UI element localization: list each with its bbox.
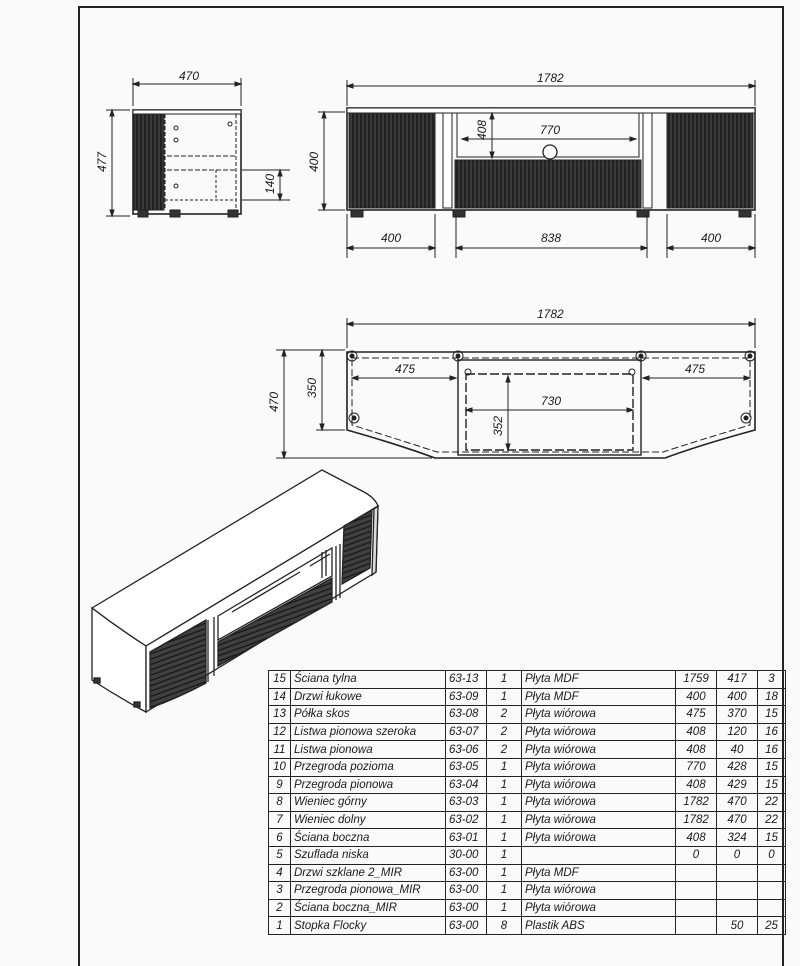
- part-width-cell: 470: [717, 794, 758, 812]
- table-row: [269, 899, 786, 917]
- part-code-cell: 63-00: [446, 864, 487, 882]
- part-thickness-cell: 15: [758, 829, 786, 847]
- part-material-cell: Płyta wiórowa: [522, 899, 676, 917]
- parts-list-table: [268, 670, 786, 935]
- part-number-cell: 10: [269, 758, 291, 776]
- part-code-cell: 63-03: [446, 794, 487, 812]
- part-name-cell: Stopka Flocky: [291, 917, 446, 935]
- dim-plan-right-width: 475: [685, 362, 706, 376]
- part-code-cell: 63-00: [446, 882, 487, 900]
- part-thickness-cell: 22: [758, 811, 786, 829]
- part-material-cell: Płyta MDF: [522, 864, 676, 882]
- part-number-cell: 4: [269, 864, 291, 882]
- part-width-cell: 0: [717, 846, 758, 864]
- dim-plan-center-depth: 352: [491, 415, 505, 436]
- part-quantity-cell: 2: [487, 723, 522, 741]
- dim-plan-depth-total: 470: [267, 391, 281, 412]
- part-length-cell: 408: [676, 776, 717, 794]
- part-number-cell: 3: [269, 882, 291, 900]
- table-row: [269, 776, 786, 794]
- part-length-cell: 770: [676, 758, 717, 776]
- part-code-cell: 63-07: [446, 723, 487, 741]
- part-name-cell: Przegroda pionowa: [291, 776, 446, 794]
- dim-plan-center-width: 730: [541, 394, 562, 408]
- part-quantity-cell: 1: [487, 829, 522, 847]
- part-thickness-cell: 22: [758, 794, 786, 812]
- part-material-cell: Płyta wiórowa: [522, 758, 676, 776]
- part-length-cell: [676, 864, 717, 882]
- part-number-cell: 9: [269, 776, 291, 794]
- table-row: [269, 882, 786, 900]
- part-material-cell: Plastik ABS: [522, 917, 676, 935]
- table-row: [269, 688, 786, 706]
- part-code-cell: 63-00: [446, 899, 487, 917]
- part-thickness-cell: 15: [758, 706, 786, 724]
- part-thickness-cell: 15: [758, 776, 786, 794]
- table-row: [269, 829, 786, 847]
- part-code-cell: 30-00: [446, 846, 487, 864]
- part-number-cell: 6: [269, 829, 291, 847]
- part-number-cell: 13: [269, 706, 291, 724]
- part-width-cell: [717, 864, 758, 882]
- part-material-cell: Płyta wiórowa: [522, 829, 676, 847]
- table-row: [269, 758, 786, 776]
- part-length-cell: 408: [676, 741, 717, 759]
- part-code-cell: 63-13: [446, 671, 487, 689]
- part-quantity-cell: 1: [487, 794, 522, 812]
- part-number-cell: 12: [269, 723, 291, 741]
- part-code-cell: 63-06: [446, 741, 487, 759]
- part-quantity-cell: 1: [487, 811, 522, 829]
- table-row: [269, 741, 786, 759]
- part-code-cell: 63-00: [446, 917, 487, 935]
- table-row: [269, 671, 786, 689]
- dim-front-width: 1782: [537, 71, 564, 85]
- side-view: [106, 78, 290, 217]
- part-width-cell: 50: [717, 917, 758, 935]
- part-name-cell: Wieniec górny: [291, 794, 446, 812]
- part-name-cell: Przegroda pionowa_MIR: [291, 882, 446, 900]
- part-code-cell: 63-01: [446, 829, 487, 847]
- part-thickness-cell: 18: [758, 688, 786, 706]
- part-material-cell: Płyta MDF: [522, 671, 676, 689]
- dim-plan-width: 1782: [537, 307, 564, 321]
- part-length-cell: 400: [676, 688, 717, 706]
- part-length-cell: 1782: [676, 811, 717, 829]
- dim-plan-left-width: 475: [395, 362, 416, 376]
- part-name-cell: Ściana boczna_MIR: [291, 899, 446, 917]
- part-width-cell: 324: [717, 829, 758, 847]
- part-name-cell: Drzwi szklane 2_MIR: [291, 864, 446, 882]
- part-material-cell: Płyta wiórowa: [522, 794, 676, 812]
- part-number-cell: 11: [269, 741, 291, 759]
- dim-shelf-height: 140: [263, 173, 277, 194]
- dim-plan-depth-side: 350: [305, 377, 319, 398]
- part-name-cell: Przegroda pozioma: [291, 758, 446, 776]
- part-thickness-cell: 0: [758, 846, 786, 864]
- part-number-cell: 15: [269, 671, 291, 689]
- part-thickness-cell: 16: [758, 741, 786, 759]
- part-material-cell: Płyta wiórowa: [522, 811, 676, 829]
- part-material-cell: Płyta wiórowa: [522, 741, 676, 759]
- part-length-cell: [676, 917, 717, 935]
- part-name-cell: Półka skos: [291, 706, 446, 724]
- part-thickness-cell: [758, 864, 786, 882]
- part-length-cell: [676, 899, 717, 917]
- part-width-cell: 470: [717, 811, 758, 829]
- part-width-cell: 370: [717, 706, 758, 724]
- part-quantity-cell: 1: [487, 758, 522, 776]
- part-name-cell: Listwa pionowa: [291, 741, 446, 759]
- part-width-cell: [717, 899, 758, 917]
- part-width-cell: 400: [717, 688, 758, 706]
- part-length-cell: 475: [676, 706, 717, 724]
- part-quantity-cell: 8: [487, 917, 522, 935]
- part-quantity-cell: 2: [487, 741, 522, 759]
- part-thickness-cell: 3: [758, 671, 786, 689]
- dim-side-height: 477: [95, 151, 109, 172]
- plan-view: [276, 318, 755, 458]
- part-length-cell: 408: [676, 723, 717, 741]
- part-width-cell: 428: [717, 758, 758, 776]
- part-name-cell: Drzwi łukowe: [291, 688, 446, 706]
- part-number-cell: 8: [269, 794, 291, 812]
- dim-door-left-width: 400: [381, 231, 402, 245]
- table-row: [269, 846, 786, 864]
- parts-list-body: [269, 671, 786, 935]
- part-thickness-cell: [758, 899, 786, 917]
- part-code-cell: 63-04: [446, 776, 487, 794]
- part-number-cell: 2: [269, 899, 291, 917]
- table-row: [269, 794, 786, 812]
- part-quantity-cell: 1: [487, 899, 522, 917]
- part-code-cell: 63-02: [446, 811, 487, 829]
- part-material-cell: Płyta wiórowa: [522, 882, 676, 900]
- dim-door-right-width: 400: [701, 231, 722, 245]
- part-quantity-cell: 1: [487, 671, 522, 689]
- part-width-cell: 40: [717, 741, 758, 759]
- part-name-cell: Ściana boczna: [291, 829, 446, 847]
- part-code-cell: 63-09: [446, 688, 487, 706]
- dim-niche-width: 770: [540, 123, 561, 137]
- part-quantity-cell: 1: [487, 776, 522, 794]
- part-name-cell: Szuflada niska: [291, 846, 446, 864]
- part-length-cell: 1759: [676, 671, 717, 689]
- part-width-cell: 417: [717, 671, 758, 689]
- part-material-cell: Płyta wiórowa: [522, 776, 676, 794]
- part-length-cell: 1782: [676, 794, 717, 812]
- part-quantity-cell: 1: [487, 864, 522, 882]
- table-row: [269, 811, 786, 829]
- part-width-cell: 120: [717, 723, 758, 741]
- part-number-cell: 5: [269, 846, 291, 864]
- part-thickness-cell: 15: [758, 758, 786, 776]
- part-width-cell: [717, 882, 758, 900]
- part-quantity-cell: 2: [487, 706, 522, 724]
- part-material-cell: Płyta MDF: [522, 688, 676, 706]
- part-length-cell: 408: [676, 829, 717, 847]
- table-row: [269, 706, 786, 724]
- part-name-cell: Ściana tylna: [291, 671, 446, 689]
- part-quantity-cell: 1: [487, 688, 522, 706]
- part-material-cell: Płyta wiórowa: [522, 706, 676, 724]
- part-number-cell: 1: [269, 917, 291, 935]
- part-quantity-cell: 1: [487, 882, 522, 900]
- part-material-cell: Płyta wiórowa: [522, 723, 676, 741]
- dim-center-width: 838: [541, 231, 562, 245]
- part-thickness-cell: 25: [758, 917, 786, 935]
- part-length-cell: [676, 882, 717, 900]
- part-material-cell: [522, 846, 676, 864]
- part-number-cell: 14: [269, 688, 291, 706]
- part-name-cell: Wieniec dolny: [291, 811, 446, 829]
- part-number-cell: 7: [269, 811, 291, 829]
- dim-side-width: 470: [179, 69, 200, 83]
- dim-niche-height: 408: [475, 119, 489, 140]
- dim-front-height: 400: [307, 151, 321, 172]
- part-code-cell: 63-08: [446, 706, 487, 724]
- part-width-cell: 429: [717, 776, 758, 794]
- part-code-cell: 63-05: [446, 758, 487, 776]
- part-thickness-cell: 16: [758, 723, 786, 741]
- part-quantity-cell: 1: [487, 846, 522, 864]
- part-thickness-cell: [758, 882, 786, 900]
- part-name-cell: Listwa pionowa szeroka: [291, 723, 446, 741]
- part-length-cell: 0: [676, 846, 717, 864]
- table-row: [269, 723, 786, 741]
- table-row: [269, 864, 786, 882]
- table-row: [269, 917, 786, 935]
